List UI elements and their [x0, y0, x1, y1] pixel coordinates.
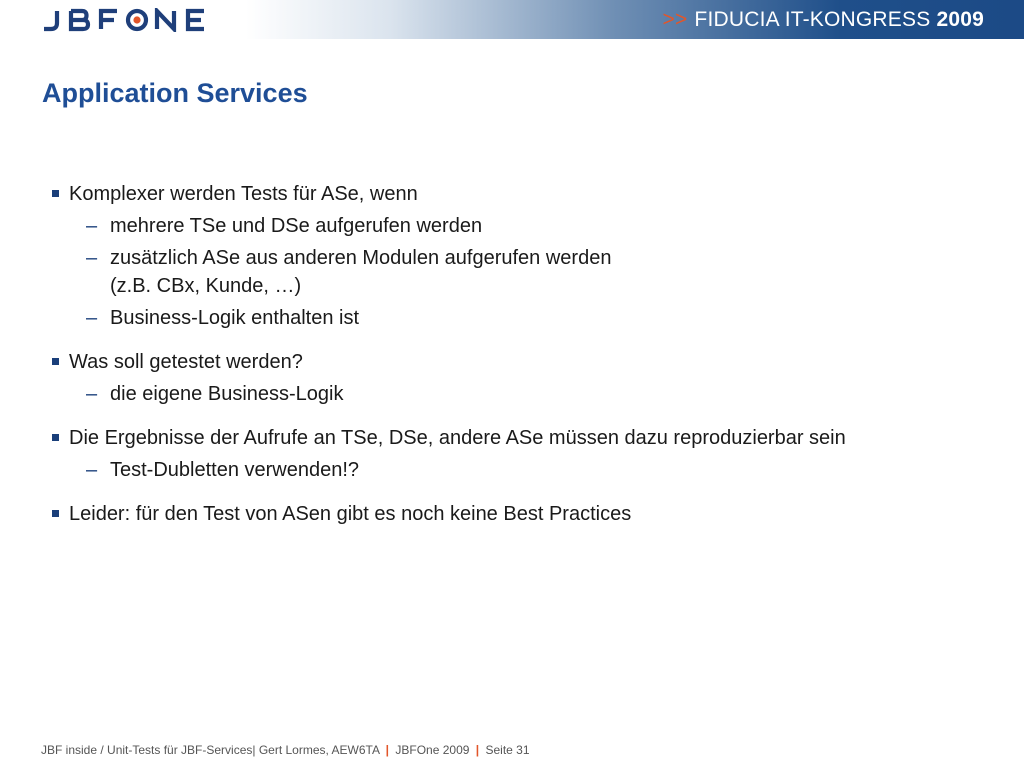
footer-page-number: Seite 31 — [485, 743, 530, 757]
footer-separator: | — [475, 743, 480, 757]
bullet-text: Die Ergebnisse der Aufrufe an TSe, DSe, andere ASe müssen dazu reproduzierbar sein — [69, 427, 846, 449]
congress-name: FIDUCIA IT-KONGRESS — [694, 8, 931, 31]
dash-bullet-icon: – — [86, 383, 98, 405]
congress-year: 2009 — [936, 8, 984, 31]
dash-bullet-icon: – — [86, 215, 98, 237]
square-bullet-icon — [52, 434, 59, 441]
jbfone-logo-icon — [41, 8, 207, 32]
sub-bullet-text: Test-Dubletten verwenden!? — [110, 459, 360, 481]
sub-bullet-item — [51, 212, 991, 240]
dash-bullet-icon: – — [86, 247, 98, 269]
sub-bullet-item — [51, 244, 991, 300]
square-bullet-icon — [52, 358, 59, 365]
bullet-text: Was soll getestet werden? — [69, 351, 303, 373]
bullet-item — [51, 348, 991, 376]
bullet-item — [51, 500, 991, 528]
sub-bullet-item — [51, 380, 991, 408]
congress-arrows: >> — [662, 8, 688, 31]
jbfone-logo — [41, 6, 207, 34]
bullet-text: Komplexer werden Tests für ASe, wenn — [69, 183, 418, 205]
page-title: Application Services — [42, 78, 308, 108]
sub-bullet-item — [51, 456, 991, 484]
header-banner — [0, 0, 1024, 39]
footer-presentation-info: JBF inside / Unit-Tests für JBF-Services| Gert Lormes, AEW6TA — [41, 743, 380, 757]
bullet-item — [51, 424, 991, 452]
sub-bullet-item — [51, 304, 991, 332]
footer-separator: | — [385, 743, 390, 757]
sub-bullet-text: mehrere TSe und DSe aufgerufen werden — [110, 215, 483, 237]
footer-event: JBFOne 2009 — [395, 743, 470, 757]
square-bullet-icon — [52, 510, 59, 517]
sub-bullet-continuation: (z.B. CBx, Kunde, …) — [110, 275, 302, 297]
sub-bullet-text: die eigene Business-Logik — [110, 383, 344, 405]
footer — [41, 743, 530, 757]
bullet-list — [51, 180, 991, 528]
bullet-text: Leider: für den Test von ASen gibt es noch keine Best Practices — [69, 503, 632, 525]
sub-bullet-text: zusätzlich ASe aus anderen Modulen aufgerufen werden — [110, 247, 612, 269]
bullet-item — [51, 180, 991, 208]
dash-bullet-icon: – — [86, 459, 98, 481]
square-bullet-icon — [52, 190, 59, 197]
congress-label — [662, 5, 984, 35]
sub-bullet-text: Business-Logik enthalten ist — [110, 307, 360, 329]
dash-bullet-icon: – — [86, 307, 98, 329]
